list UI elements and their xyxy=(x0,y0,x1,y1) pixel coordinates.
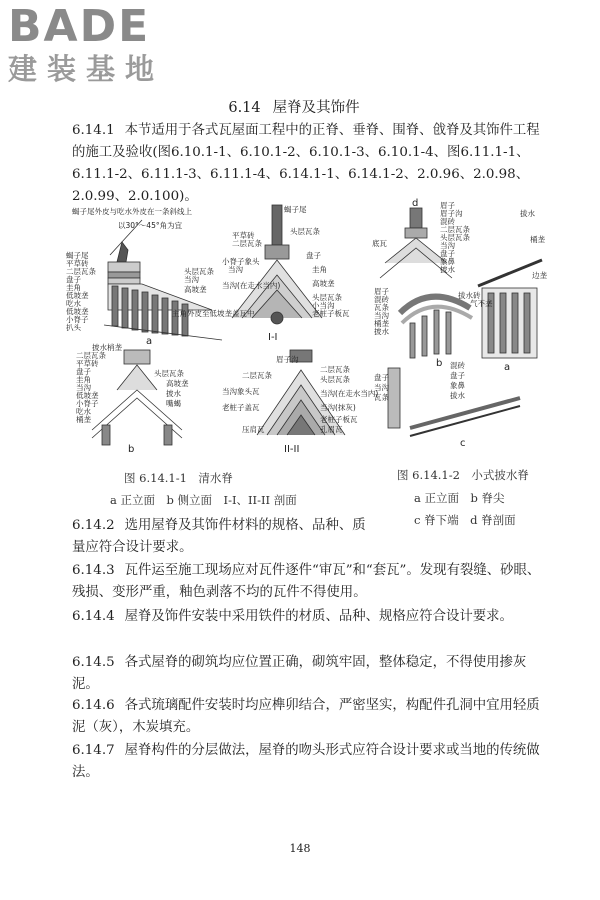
figure2-label: 混砖 xyxy=(440,217,455,226)
figure2-label: 当沟 xyxy=(440,241,455,250)
logo xyxy=(8,1,165,86)
figure1-label: 当沟(抹灰) xyxy=(320,403,356,412)
figure2-label: 桶垄 xyxy=(530,235,545,244)
figure1-label: 当沟 xyxy=(184,275,199,284)
figure2-label: 头层瓦条 xyxy=(440,233,470,242)
figure1-label: 二层瓦条 xyxy=(76,351,106,360)
paragraph-number: 6.14.5 xyxy=(72,655,115,670)
figure1-panel-label: b xyxy=(128,444,135,455)
figure1-label: 盘子 xyxy=(66,275,81,284)
figure1-caption: 图 6.14.1-1 清水脊 xyxy=(124,471,233,485)
paragraph-text: 选用屋脊及其饰件材料的规格、品种、质量应符合设计要求。 xyxy=(72,518,366,555)
paragraph-6-14-2 xyxy=(72,515,372,559)
figure1-label: 高坡垄 xyxy=(166,379,189,388)
paragraph-number: 6.14.2 xyxy=(72,518,115,533)
figure2-label: 拔水 xyxy=(520,209,535,218)
figure1-label: 高坡垄 xyxy=(184,285,207,294)
figure1-label: 披水梢垄 xyxy=(92,343,122,352)
paragraph-number: 6.14.6 xyxy=(72,698,115,713)
figure1-label: 眉子沟 xyxy=(276,355,299,364)
paragraph-number: 6.14.7 xyxy=(72,743,115,758)
figure1-label: 蝎子尾 xyxy=(66,251,89,260)
figure1-label: 平草砖 xyxy=(66,259,89,268)
figure2-subcaption-1: a 正立面 b 脊尖 xyxy=(414,491,505,505)
figure2-label: 披水 xyxy=(374,327,389,336)
figure2-label: 披水 xyxy=(440,265,455,274)
paragraph-6-14-1 xyxy=(72,120,542,208)
page-number: 148 xyxy=(289,842,311,855)
paragraph-6-14-3 xyxy=(72,560,542,604)
figure1-label: 头层瓦条 xyxy=(312,293,342,302)
figure1-label: 嘴蝎 xyxy=(166,399,181,408)
figure-qingshui-ridge xyxy=(62,200,379,465)
figure2-label: 盘子 xyxy=(440,249,455,258)
figure1-label: 二层瓦条 xyxy=(242,371,272,380)
figure1-label: 披水 xyxy=(166,389,181,398)
figure1-label: 主角外皮至低坡垄盖瓦中 xyxy=(172,309,255,318)
logo-subtitle: 建装基地 xyxy=(8,52,165,86)
paragraph-6-14-6 xyxy=(72,695,542,739)
figure1-label: 头层瓦条 xyxy=(184,267,214,276)
figure2-label: 混砖 xyxy=(450,361,465,370)
figure1-label: 当沟 xyxy=(228,265,243,274)
paragraph-text: 各式屋脊的砌筑均应位置正确，砌筑牢固，整体稳定，不得使用掺灰泥。 xyxy=(72,655,527,692)
figure2-label: 气不垄 xyxy=(470,299,493,308)
figure2-label: 瓦条 xyxy=(374,393,389,402)
figure1-label: 当沟(在走水当内) xyxy=(320,389,379,398)
section-title: 屋脊及其饰件 xyxy=(272,100,360,116)
figure2-label: 底瓦 xyxy=(372,239,387,248)
paragraph-text: 本节适用于各式瓦屋面工程中的正脊、垂脊、围脊、戗脊及其饰件工程的施工及验收(图6.10.1-1、6.10.1-2、6.10.1-3、6.10.1-4、图6.11.1-1、6.11.1-2、6.11.1-3、6.11.1-4、6.14.1-1、6.14.1-2、2.0.96、2.0.98、2.0.99、2.0.100)。 xyxy=(72,123,540,204)
figure1-label: 盘子 xyxy=(306,251,321,260)
figure1-label: 老桩子盖瓦 xyxy=(222,403,260,412)
figure2-panel-label: b xyxy=(436,358,443,369)
figure1-label: 当沟象头瓦 xyxy=(222,387,260,396)
figure2-label: 拔水 xyxy=(450,391,465,400)
figure1-label: 圭角 xyxy=(66,283,81,292)
figure2-label: 象鼻 xyxy=(450,381,465,390)
figure1-label: 当沟(在走水当内) xyxy=(222,281,281,290)
figure1-label: 低坡垄 xyxy=(76,391,99,400)
figure1-label: 小脊子象头 xyxy=(222,257,260,266)
figure2-label: 眉子 xyxy=(374,287,389,296)
figure1-label: 头层瓦条 xyxy=(290,227,320,236)
figure1-panel-label: II-II xyxy=(284,444,300,455)
figure1-label: 二层瓦条 xyxy=(66,267,96,276)
section-heading xyxy=(0,96,600,117)
figure1-label: 低坡垄 xyxy=(66,307,89,316)
figure1-label: 以30°～45°角为宜 xyxy=(118,221,183,230)
figure2-label: 盘子 xyxy=(450,371,465,380)
figure1-label: 蝎子尾 xyxy=(284,205,307,214)
section-number: 6.14 xyxy=(228,100,261,116)
paragraph-text: 各式琉璃配件安装时均应榫卯结合，严密坚实，构配件孔洞中宜用轻质泥（灰），木炭填充。 xyxy=(72,698,540,735)
paragraph-6-14-7 xyxy=(72,740,542,784)
figure1-label: 扒头 xyxy=(66,323,81,332)
paragraph-6-14-5 xyxy=(72,652,542,696)
figure2-label: 盘子 xyxy=(374,373,389,382)
paragraph-text: 屋脊及饰件安装中采用铁件的材质、品种、规格应符合设计要求。 xyxy=(124,609,513,624)
paragraph-number: 6.14.4 xyxy=(72,609,115,624)
figure1-label: 盘子 xyxy=(76,367,91,376)
figure1-label: 圭角 xyxy=(76,375,91,384)
figure1-label: 高坡垄 xyxy=(312,279,335,288)
paragraph-6-14-4 xyxy=(72,606,542,628)
figure2-label: 眉子 xyxy=(440,201,455,210)
figure1-label: 老桩子板瓦 xyxy=(312,309,350,318)
figure2-label: 拔水砖 xyxy=(458,291,481,300)
figure1-label: 平草砖 xyxy=(232,231,255,240)
figure1-label: 蝎子尾外皮与吃水外皮在一条斜线上 xyxy=(72,207,192,216)
paragraph-number: 6.14.1 xyxy=(72,123,115,138)
paragraph-text: 瓦件运至施工现场应对瓦件逐件“审瓦”和“套瓦”。发现有裂缝、砂眼、残损、变形严重，釉色剥落不均的瓦件不得使用。 xyxy=(72,563,541,600)
figure1-label: 二层瓦条 xyxy=(320,365,350,374)
figure1-label: 头层瓦条 xyxy=(320,375,350,384)
figure2-label: 当沟 xyxy=(374,311,389,320)
figure-xiaoshi-pishui-ridge xyxy=(370,198,555,463)
paragraph-text: 屋脊构件的分层做法，屋脊的吻头形式应符合设计要求或当地的传统做法。 xyxy=(72,743,540,780)
figure1-subcaption: a 正立面 b 侧立面 I-I、II-II 剖面 xyxy=(110,493,297,507)
figure1-label: 小当沟 xyxy=(312,301,335,310)
figure1-label: 桶垄 xyxy=(76,415,91,424)
figure1-label: 老桩子板瓦 xyxy=(320,415,358,424)
figure2-caption: 图 6.14.1-2 小式披水脊 xyxy=(397,468,529,482)
logo-brand: BADE xyxy=(8,1,151,52)
figure1-label: 吃水 xyxy=(66,299,81,308)
paragraph-number: 6.14.3 xyxy=(72,563,115,578)
figure2-label: 象鼻 xyxy=(440,257,455,266)
figure1-label: 头层瓦条 xyxy=(154,369,184,378)
figure1-label: 孔眉瓦 xyxy=(320,425,343,434)
figure2-label: 混砖 xyxy=(374,295,389,304)
figure2-panel-label: c xyxy=(460,438,466,449)
figure1-label: 小脊子 xyxy=(76,399,99,408)
figure2-label: 桶垄 xyxy=(374,319,389,328)
figure2-panel-label: d xyxy=(412,198,419,209)
figure1-label: 二层瓦条 xyxy=(232,239,262,248)
figure1-label: 吃水 xyxy=(76,407,91,416)
figure2-label: 边垄 xyxy=(532,271,547,280)
figure2-label: 眉子沟 xyxy=(440,209,463,218)
figure2-label: 瓦条 xyxy=(374,303,389,312)
figure1-label: 小脊子 xyxy=(66,315,89,324)
figure1-panel-label: a xyxy=(146,336,153,347)
figure2-label: 二层瓦条 xyxy=(440,225,470,234)
figure1-label: 当沟 xyxy=(76,383,91,392)
figure2-panel-label: a xyxy=(504,362,511,373)
figure1-panel-label: I-I xyxy=(268,332,278,343)
figure1-label: 平草砖 xyxy=(76,359,99,368)
figure1-label: 压肩瓦 xyxy=(242,425,265,434)
figure2-label: 当沟 xyxy=(374,383,389,392)
figure1-labels xyxy=(66,204,378,455)
figure1-label: 低坡垄 xyxy=(66,291,89,300)
figure1-label: 圭角 xyxy=(312,265,327,274)
figure2-subcaption-2: c 脊下端 d 脊剖面 xyxy=(414,513,516,527)
